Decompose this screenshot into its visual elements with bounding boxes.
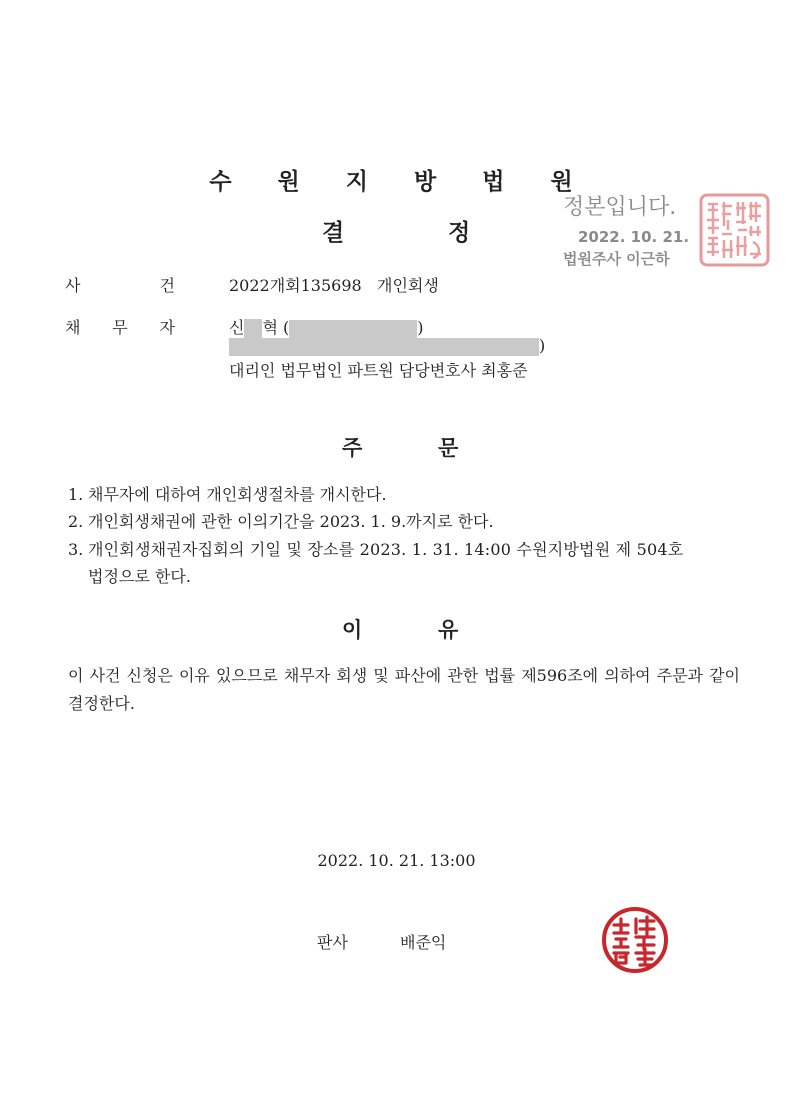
court-square-seal-icon [698, 192, 771, 268]
case-label-char-1: 사 [65, 276, 81, 295]
debtor-label-char-3: 자 [159, 318, 175, 337]
document-type-char-2: 정 [448, 220, 471, 246]
legal-agent: 대리인 법무법인 파트원 담당변호사 최홍준 [229, 361, 528, 380]
debtor-label-char-1: 채 [65, 318, 81, 337]
judge-round-seal-icon [600, 905, 670, 975]
open-paren: ( [283, 318, 290, 337]
reason-text: 이 사건 신청은 이유 있으므로 채무자 회생 및 파산에 관한 법률 제596조에 의하여 주문과 같이 결정한다. [68, 666, 740, 713]
debtor-label [65, 315, 175, 338]
document-type-char-1: 결 [322, 220, 345, 246]
certification-date: 2022. 10. 21. [578, 228, 690, 246]
order-item [68, 481, 738, 508]
debtor-address-line [229, 336, 545, 356]
case-label-char-2: 건 [159, 276, 175, 295]
order-heading-char-1: 주 [342, 436, 363, 460]
case-value [229, 273, 439, 296]
order-item [68, 508, 738, 535]
order-item-number: 2. [68, 512, 84, 531]
decision-date: 2022. 10. 21. 13:00 [317, 851, 476, 870]
order-item-text: 개인회생채권자집회의 기일 및 장소를 2023. 1. 31. 14:00 수원지방법원 제 504호 [88, 540, 684, 559]
debtor-name-first: 신 [229, 318, 245, 337]
address-close-paren: ) [539, 336, 546, 355]
judge-title: 판사 [317, 933, 348, 952]
order-item [68, 536, 738, 590]
certification-clerk: 법원주사 이근하 [563, 250, 670, 268]
reason-heading-char-1: 이 [342, 618, 363, 642]
order-item-text: 개인회생채권에 관한 이의기간을 2023. 1. 9.까지로 한다. [88, 512, 494, 531]
close-paren: ) [417, 318, 424, 337]
order-item-continuation: 법정으로 한다. [88, 567, 191, 586]
debtor-name-last: 혁 [262, 318, 278, 337]
case-label [65, 273, 175, 296]
case-type: 개인회생 [376, 276, 439, 295]
order-item-number: 1. [68, 485, 84, 504]
judge-name: 배준익 [400, 933, 447, 952]
case-number: 2022개회135698 [229, 276, 362, 295]
reason-heading-char-2: 유 [438, 618, 459, 642]
debtor-label-char-2: 무 [112, 318, 128, 337]
debtor-name-line [229, 315, 424, 339]
redacted-id-number [289, 320, 417, 338]
court-name: 수 원 지 방 법 원 [209, 169, 592, 195]
certified-copy-label: 정본입니다. [563, 195, 677, 220]
order-heading-char-2: 문 [438, 436, 459, 460]
order-item-text: 채무자에 대하여 개인회생절차를 개시한다. [88, 485, 387, 504]
order-item-number: 3. [68, 540, 84, 559]
redacted-address [229, 338, 539, 356]
